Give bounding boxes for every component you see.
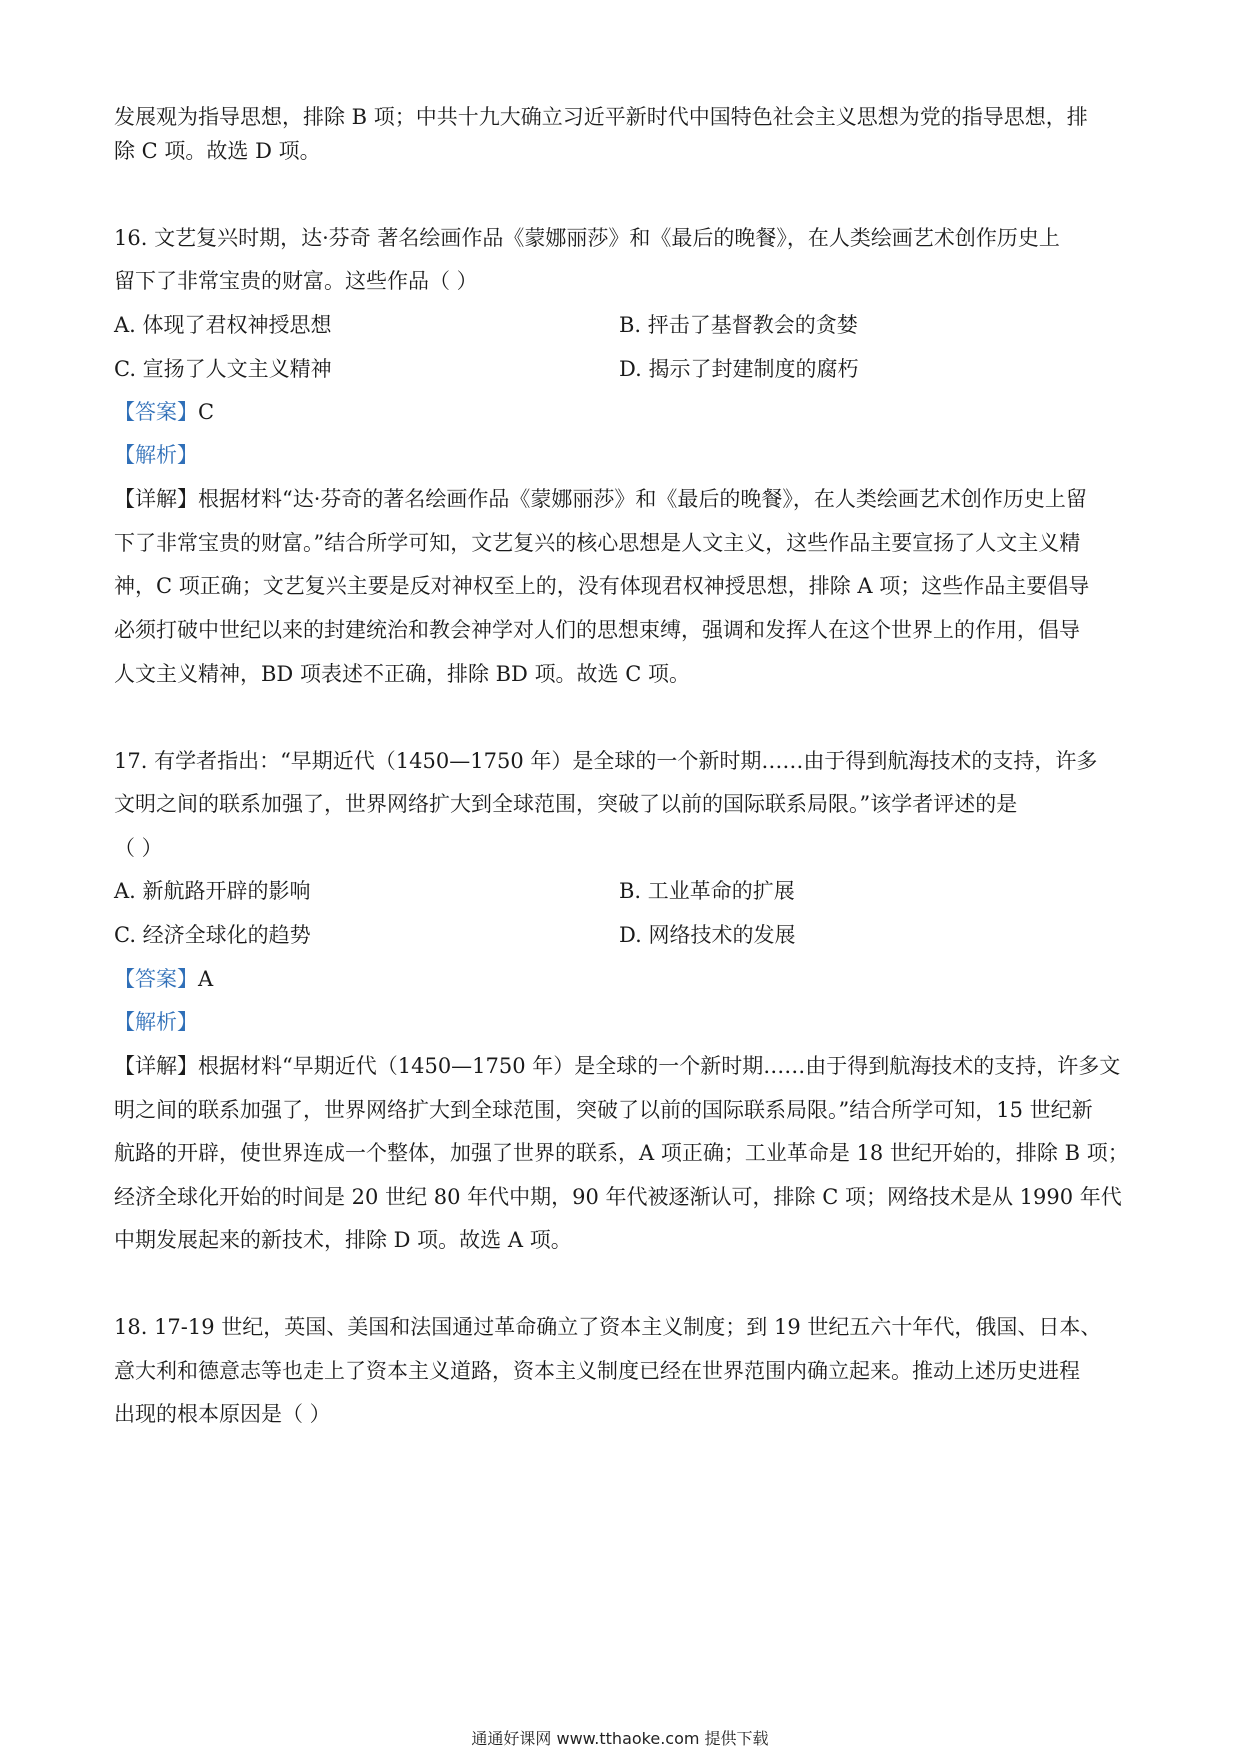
question-18-stem: 18. 17-19 世纪，英国、美国和法国通过革命确立了资本主义制度；到 19 世纪五六十年代，俄国、日本、 [114, 1315, 1102, 1339]
intro-line: 除 C 项。故选 D 项。 [114, 139, 321, 163]
q16-answer [114, 398, 1134, 426]
detail-text: 根据材料“达·芬奇的著名绘画作品《蒙娜丽莎》和《最后的晚餐》，在人类绘画艺术创作历史上留 [198, 487, 1087, 511]
q16-option-c: C. 宣扬了人文主义精神 [114, 357, 332, 381]
q17-detail: 航路的开辟，使世界连成一个整体，加强了世界的联系，A 项正确；工业革命是 18 世纪开始的，排除 B 项； [114, 1141, 1129, 1165]
question-16-stem: 留下了非常宝贵的财富。这些作品（ ） [114, 269, 478, 293]
answer-tag: 【答案】 [114, 967, 198, 991]
detail-tag: 【详解】 [114, 487, 198, 511]
page-footer: 通通好课网 www.tthaoke.com 提供下载 [471, 1729, 769, 1748]
question-18-stem: 意大利和德意志等也走上了资本主义道路，资本主义制度已经在世界范围内确立起来。推动上述历史进程 [114, 1359, 1080, 1383]
detail-tag: 【详解】 [114, 1054, 198, 1078]
answer-tag: 【答案】 [114, 400, 198, 424]
q17-detail: 明之间的联系加强了，世界网络扩大到全球范围，突破了以前的国际联系局限。”结合所学可知，15 世纪新 [114, 1098, 1093, 1122]
q17-option-b: B. 工业革命的扩展 [619, 879, 795, 903]
q16-detail: 必须打破中世纪以来的封建统治和教会神学对人们的思想束缚，强调和发挥人在这个世界上的作用，倡导 [114, 618, 1080, 642]
q16-option-a: A. 体现了君权神授思想 [114, 313, 332, 337]
question-17-stem: 17. 有学者指出：“早期近代（1450—1750 年）是全球的一个新时期……由于得到航海技术的支持，许多 [114, 749, 1098, 773]
q16-detail: 下了非常宝贵的财富。”结合所学可知，文艺复兴的核心思想是人文主义，这些作品主要宣扬了人文主义精 [114, 531, 1081, 555]
q16-analysis-tag [114, 441, 1134, 469]
q17-detail: 经济全球化开始的时间是 20 世纪 80 年代中期，90 年代被逐渐认可，排除 C 项；网络技术是从 1990 年代 [114, 1185, 1122, 1209]
q16-option-d: D. 揭示了封建制度的腐朽 [619, 357, 859, 381]
q17-detail: 中期发展起来的新技术，排除 D 项。故选 A 项。 [114, 1228, 572, 1252]
q16-detail: 神，C 项正确；文艺复兴主要是反对神权至上的，没有体现君权神授思想，排除 A 项；这些作品主要倡导 [114, 574, 1090, 598]
question-17-stem: 文明之间的联系加强了，世界网络扩大到全球范围，突破了以前的国际联系局限。”该学者评述的是 [114, 792, 1018, 816]
q16-detail: 人文主义精神，BD 项表述不正确，排除 BD 项。故选 C 项。 [114, 662, 690, 686]
q17-option-d: D. 网络技术的发展 [619, 923, 796, 947]
analysis-tag: 【解析】 [114, 443, 198, 467]
intro-line: 发展观为指导思想，排除 B 项；中共十九大确立习近平新时代中国特色社会主义思想为党的指导思想，排 [114, 105, 1088, 129]
question-17-stem: （ ） [114, 836, 163, 860]
q16-option-b: B. 抨击了基督教会的贪婪 [619, 313, 858, 337]
question-18-stem: 出现的根本原因是（ ） [114, 1402, 331, 1426]
q17-detail [114, 1052, 1134, 1080]
q16-detail [114, 485, 1134, 513]
answer-value: A [198, 967, 214, 991]
analysis-tag: 【解析】 [114, 1010, 198, 1034]
answer-value: C [198, 400, 215, 424]
q17-analysis-tag [114, 1008, 1134, 1036]
q17-option-c: C. 经济全球化的趋势 [114, 923, 311, 947]
detail-text: 根据材料“早期近代（1450—1750 年）是全球的一个新时期……由于得到航海技术的支持，许多文 [198, 1054, 1121, 1078]
question-16-stem: 16. 文艺复兴时期，达·芬奇 著名绘画作品《蒙娜丽莎》和《最后的晚餐》，在人类绘画艺术创作历史上 [114, 226, 1060, 250]
q17-option-a: A. 新航路开辟的影响 [114, 879, 311, 903]
q17-answer [114, 965, 1134, 993]
